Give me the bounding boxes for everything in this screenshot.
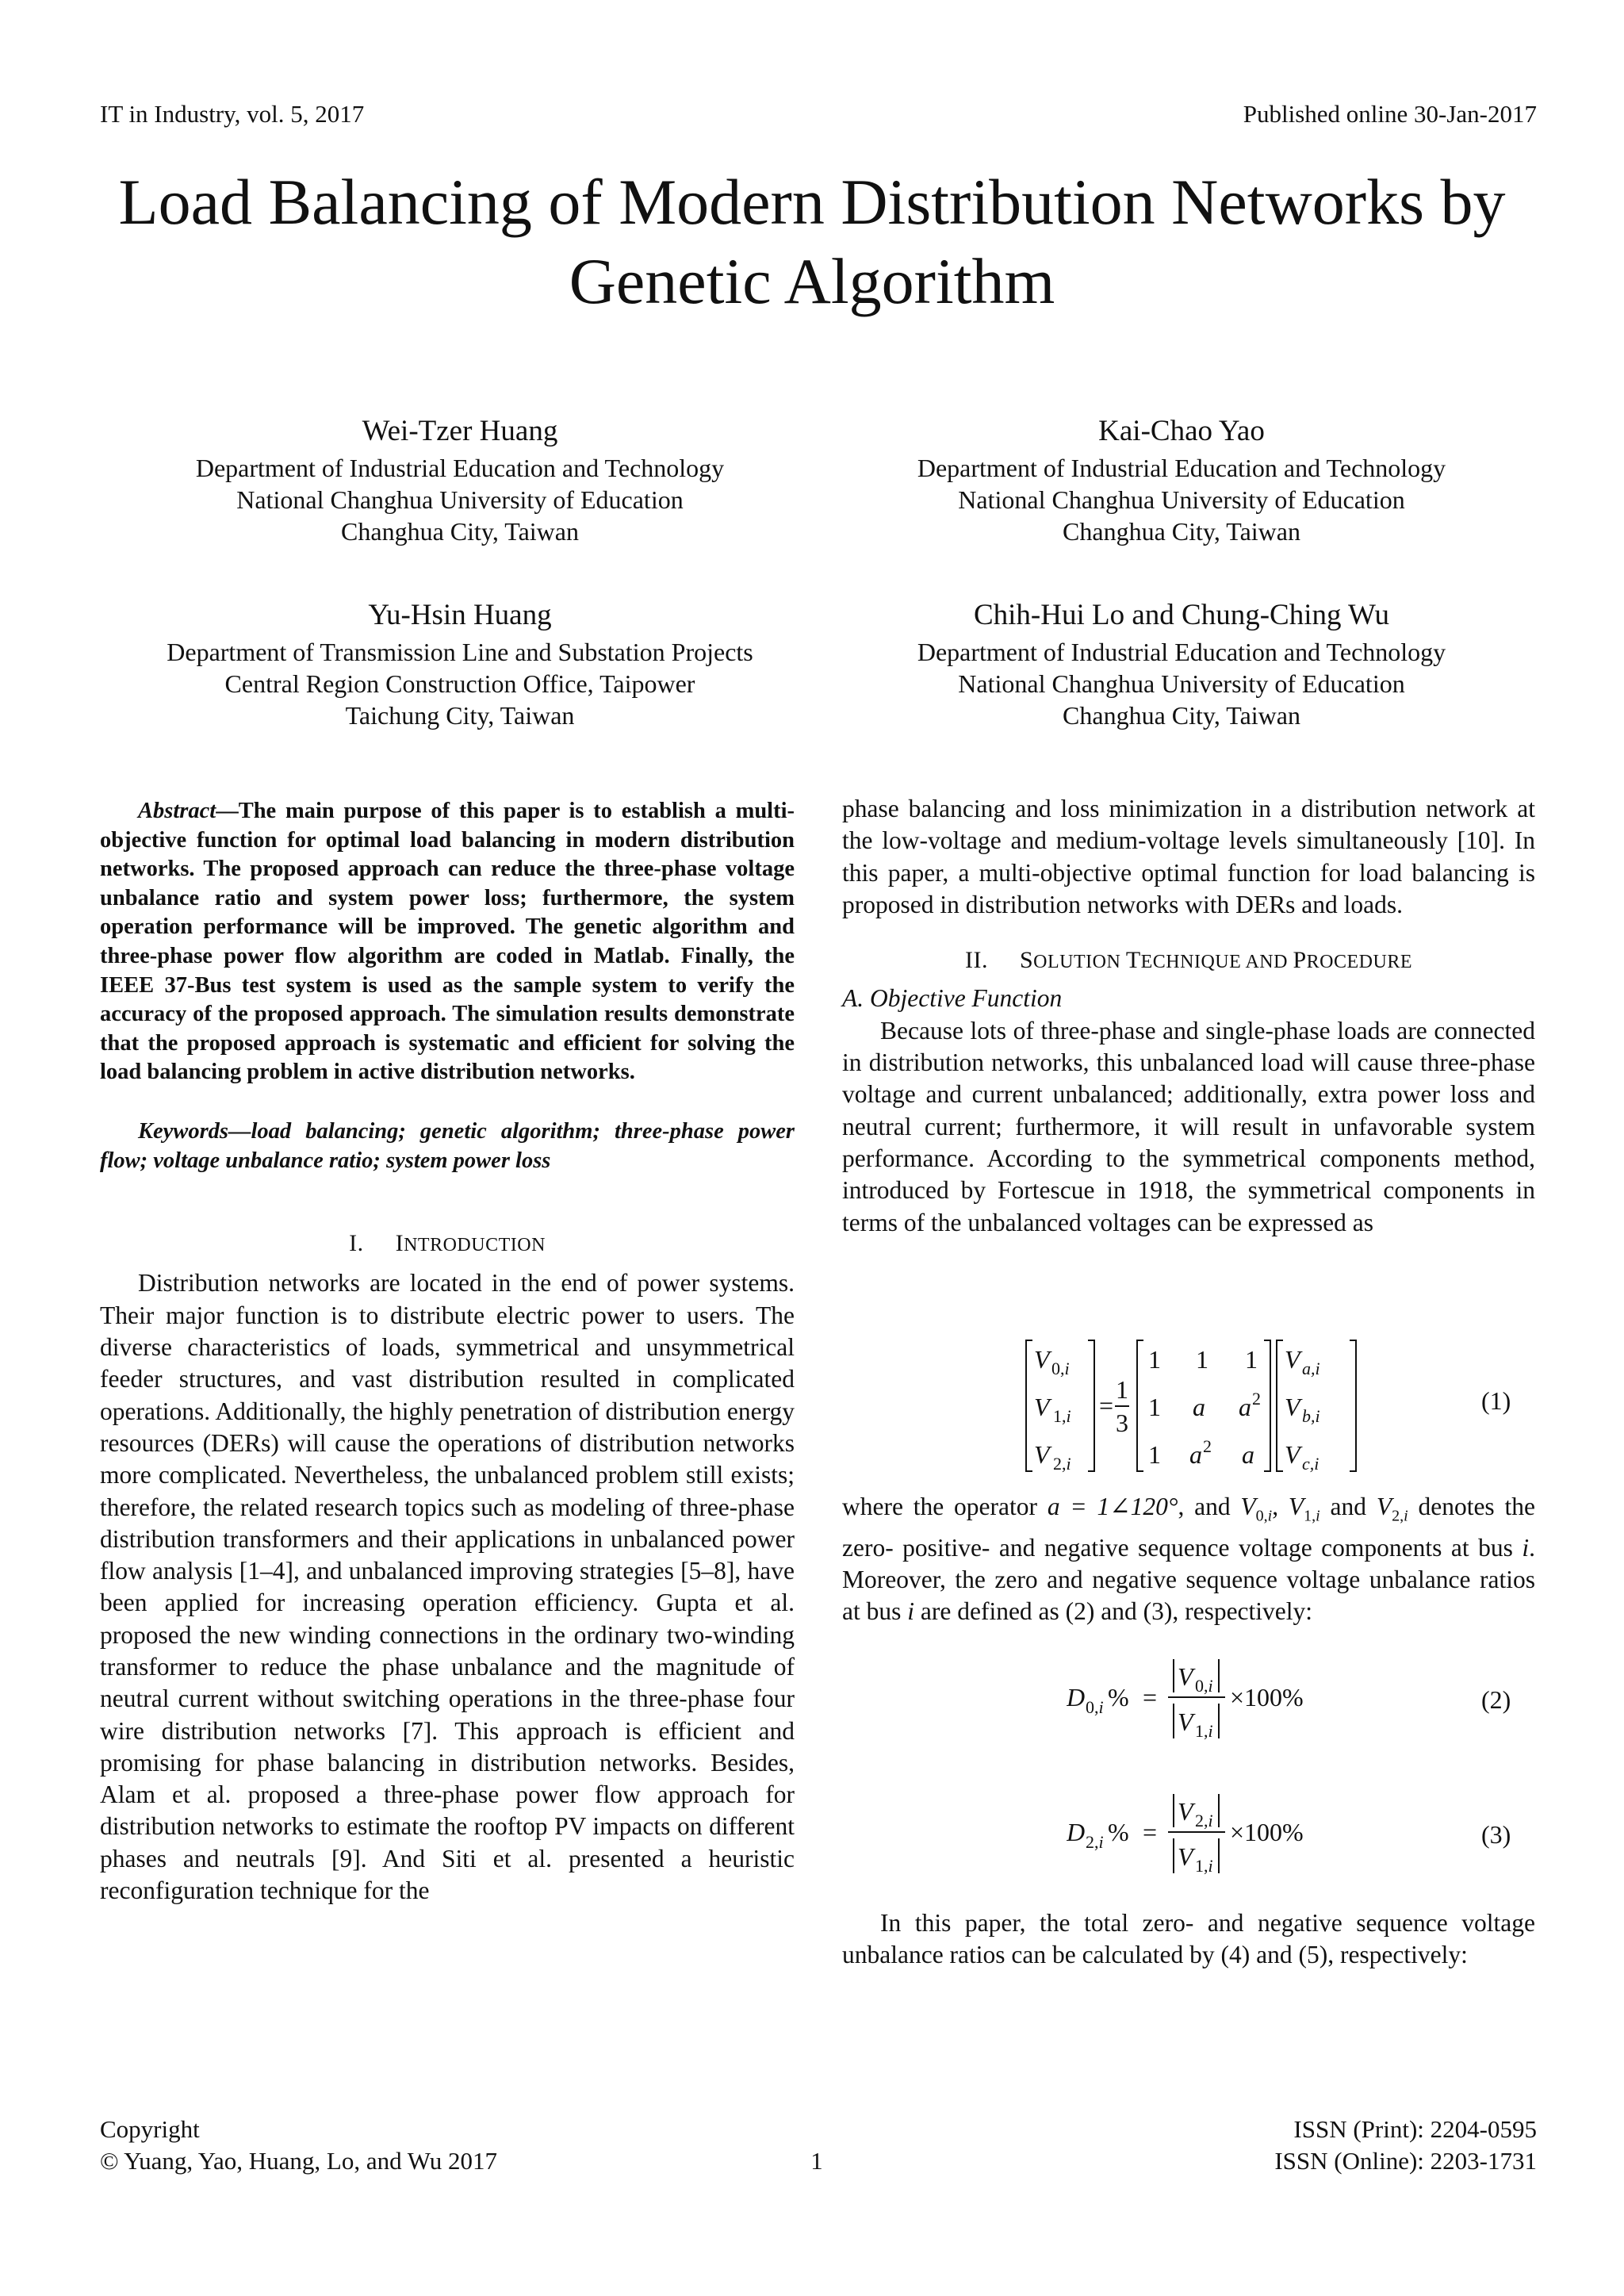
svg-text:0,i: 0,i (1195, 1676, 1213, 1696)
keywords-label: Keywords (138, 1118, 228, 1144)
footer-copyright (100, 2114, 497, 2177)
svg-text:1,i: 1,i (1195, 1856, 1213, 1876)
svg-text:V: V (1285, 1393, 1300, 1421)
svg-text:V: V (1285, 1345, 1300, 1374)
svg-text:1,i: 1,i (1053, 1406, 1071, 1426)
svg-text:0,i: 0,i (1086, 1697, 1104, 1717)
keywords (100, 1117, 795, 1175)
svg-text:2,i: 2,i (1053, 1454, 1071, 1474)
symbol-v1: V (1288, 1493, 1304, 1520)
issn-online: ISSN (Online): 2203-1731 (1274, 2147, 1537, 2175)
svg-text:c,i: c,i (1302, 1454, 1320, 1474)
subsection-heading: A. Objective Function (842, 984, 1063, 1013)
footer-issn (1274, 2114, 1537, 2177)
abstract-label: Abstract (138, 799, 216, 823)
section-title-part: ECHNIQUE AND (1140, 952, 1293, 973)
author-affiliation: Changhua City, Taiwan (341, 517, 579, 546)
author-name: Wei-Tzer Huang (362, 415, 558, 447)
svg-text:2,i: 2,i (1086, 1832, 1104, 1852)
svg-text:2: 2 (1203, 1436, 1212, 1456)
symbol-i: i (1522, 1533, 1530, 1562)
operator-paragraph: where the operator a = 1∠120°, and $V_{0,i}$, $V_{1,i}$ and $V_{2,i}$ denotes the zero- positive- and negative sequence voltage components at bus i. Moreover, the zero and negative sequence voltage unbalance ratios at bus i are defined as (2) and (3), respectively: (842, 1493, 1535, 1626)
author-name: Chih-Hui Lo and Chung-Ching Wu (973, 599, 1390, 631)
author-affiliation: Central Region Construction Office, Taipower (224, 669, 695, 698)
svg-text:V: V (1034, 1345, 1050, 1374)
equation-number: (2) (1481, 1685, 1511, 1714)
text-run: and (1320, 1493, 1377, 1520)
author-block-4 (825, 596, 1538, 731)
objective-paragraph: Because lots of three-phase and single-phase loads are connected in distribution networks, this unbalanced load will cause three-phase voltage and current unbalanced; additionally, extra power loss and neutral current; furthermore, it will result in unfavorable system performance. According to the symmetrical components method, introduced by Fortescue in 1918, the symmetrical components in terms of the unbalanced voltages can be expressed as (842, 1016, 1535, 1236)
author-affiliation: Changhua City, Taiwan (1063, 701, 1300, 730)
issn-print: ISSN (Print): 2204-0595 (1293, 2115, 1537, 2143)
author-block-3 (103, 596, 817, 731)
svg-text:V: V (1178, 1797, 1193, 1826)
author-affiliation: National Changhua University of Education (958, 669, 1405, 698)
symbol-v0: V (1240, 1493, 1256, 1520)
section-heading-introduction (100, 1228, 795, 1261)
svg-text:V: V (1034, 1393, 1050, 1421)
svg-text:%: % (1108, 1818, 1129, 1846)
right-column-continued (842, 1491, 1535, 1627)
svg-text:2,i: 2,i (1195, 1811, 1213, 1830)
svg-text:1: 1 (1245, 1345, 1258, 1374)
svg-text:=: = (1143, 1683, 1158, 1711)
svg-text:D: D (1067, 1683, 1086, 1711)
abstract (100, 797, 795, 1087)
svg-text:a: a (1239, 1393, 1251, 1421)
svg-text:a: a (1189, 1440, 1202, 1469)
section-title-part: OLUTION (1033, 952, 1126, 973)
svg-text:a: a (1193, 1393, 1205, 1421)
svg-text:1: 1 (1196, 1345, 1208, 1374)
author-affiliation: Taichung City, Taiwan (345, 701, 575, 730)
svg-text:a,i: a,i (1302, 1359, 1320, 1378)
text-run: are defined as (2) and (3), respectively: (914, 1597, 1313, 1626)
section-title-rest: NTRODUCTION (404, 1235, 546, 1256)
text-run: , and (1178, 1493, 1241, 1520)
svg-text:V: V (1178, 1842, 1193, 1871)
right-column (842, 793, 1535, 1239)
author-affiliation: National Changhua University of Education (958, 485, 1405, 514)
author-affiliation: Department of Industrial Education and Technology (917, 638, 1446, 666)
keywords-text: —load balancing; genetic algorithm; three-phase power flow; voltage unbalance ratio; system power loss (100, 1118, 795, 1173)
section-title-part: P (1293, 947, 1307, 974)
svg-text:1: 1 (1148, 1393, 1161, 1421)
author-block-2 (825, 412, 1538, 547)
copyright-label: Copyright (100, 2115, 200, 2143)
text-run: denotes the zero- positive- and negative sequence voltage components at bus (842, 1493, 1535, 1562)
svg-text:1: 1 (1116, 1375, 1128, 1404)
svg-text:1: 1 (1148, 1440, 1161, 1469)
section-title-part: T (1125, 947, 1141, 974)
journal-header: IT in Industry, vol. 5, 2017 (100, 100, 365, 128)
equation-number: (3) (1481, 1820, 1511, 1849)
author-affiliation: Department of Industrial Education and Technology (917, 454, 1446, 482)
svg-text:2: 2 (1252, 1389, 1261, 1409)
author-affiliation: Department of Industrial Education and Technology (195, 454, 725, 482)
section-title-initial: I (395, 1230, 404, 1257)
svg-text:b,i: b,i (1302, 1406, 1320, 1426)
svg-text:V: V (1285, 1440, 1300, 1469)
author-name: Yu-Hsin Huang (368, 599, 552, 631)
total-unbalance-paragraph: In this paper, the total zero- and negative sequence voltage unbalance ratios can be calculated by (4) and (5), respectively: (842, 1909, 1535, 1969)
svg-text:V: V (1034, 1440, 1050, 1469)
section-heading-solution (842, 945, 1535, 978)
author-name: Kai-Chao Yao (1098, 415, 1265, 447)
author-affiliation: Department of Transmission Line and Substation Projects (167, 638, 753, 666)
svg-text:1: 1 (1148, 1345, 1161, 1374)
published-date: Published online 30-Jan-2017 (1243, 100, 1537, 128)
svg-text:0,i: 0,i (1051, 1359, 1070, 1378)
author-affiliation: Changhua City, Taiwan (1063, 517, 1300, 546)
symbol-i: i (907, 1597, 915, 1626)
svg-text:1,i: 1,i (1195, 1721, 1213, 1741)
section-number: I. (349, 1230, 364, 1257)
svg-text:D: D (1067, 1818, 1086, 1846)
equation-number: (1) (1481, 1386, 1511, 1415)
paper-title: Load Balancing of Modern Distribution Networks by Genetic Algorithm (118, 166, 1506, 317)
equation-1 (1023, 1336, 1372, 1475)
svg-text:3: 3 (1116, 1409, 1128, 1437)
intro-continuation: phase balancing and loss minimization in a distribution network at the low-voltage and medium-voltage levels simultaneously [10]. In this paper, a multi-objective optimal function for load balancing is proposed in distribution networks with DERs and loads. (842, 795, 1535, 918)
copyright-authors: © Yuang, Yao, Huang, Lo, and Wu 2017 (100, 2147, 498, 2175)
section-title-part: ROCEDURE (1306, 952, 1412, 973)
page-number: 1 (810, 2147, 823, 2175)
abstract-text: —The main purpose of this paper is to establish a multi-objective function for optimal load balancing in modern distribution networks. The proposed approach can reduce the three-phase voltage unbalance ratio and system power loss; furthermore, the system operation performance will be improved. The genetic algorithm and three-phase power flow algorithm are coded in Matlab. Finally, the IEEE 37-Bus test system is used as the sample system to verify the accuracy of the proposed approach. The simulation results demonstrate that the proposed approach is systematic and efficient for solving the load balancing problem in active distribution networks. (100, 799, 795, 1085)
text-run: . Moreover, the zero and negative sequence voltage unbalance ratios at bus (842, 1533, 1535, 1626)
svg-text:V: V (1178, 1662, 1193, 1691)
equation-3 (1067, 1784, 1336, 1880)
symbol-v2: V (1376, 1493, 1392, 1520)
svg-text:%: % (1108, 1683, 1129, 1711)
introduction-paragraph: Distribution networks are located in the end of power systems. Their major function is to distribute electric power to users. The diverse characteristics of loads, symmetrical and unsymmetrical feeder structures, and vast distribution resulted in complicated operations. Additionally, the highly penetration of distribution energy resources (DERs) will cause the operations of distribution networks more complicated. Nevertheless, the unbalanced problem still exists; therefore, the related research topics such as modeling of three-phase distribution transformers and their applications in unbalanced power flow analysis [1–4], and unbalanced improving strategies [5–8], have been applied for increasing operation efficiency. Gupta et al. proposed the new winding connections in the ordinary two-winding transformer to reduce the phase unbalance and the magnitude of neutral current without switching operations in the three-phase four wire distribution networks [7]. This approach is efficient and promising for phase balancing in distribution networks. Besides, Alam et al. proposed a three-phase power flow approach for distribution networks to estimate the rooftop PV impacts on different phases and neutrals [9]. And Siti et al. presented a heuristic reconfiguration technique for the (100, 1269, 795, 1905)
section-title-part: S (1019, 947, 1034, 974)
right-column-end (842, 1907, 1535, 1972)
svg-text:a: a (1242, 1440, 1254, 1469)
svg-text:=: = (1143, 1818, 1158, 1846)
times-100: ×100% (1230, 1818, 1304, 1846)
svg-text:V: V (1178, 1708, 1193, 1736)
author-affiliation: National Changhua University of Education (236, 485, 684, 514)
left-column (100, 797, 795, 1907)
text-run: where the operator (842, 1493, 1048, 1520)
svg-text:=: = (1099, 1391, 1114, 1420)
author-block-1 (103, 412, 817, 547)
section-number: II. (965, 947, 988, 974)
times-100: ×100% (1230, 1683, 1304, 1711)
equation-2 (1067, 1650, 1336, 1745)
operator-definition: a = 1∠120° (1047, 1493, 1178, 1520)
